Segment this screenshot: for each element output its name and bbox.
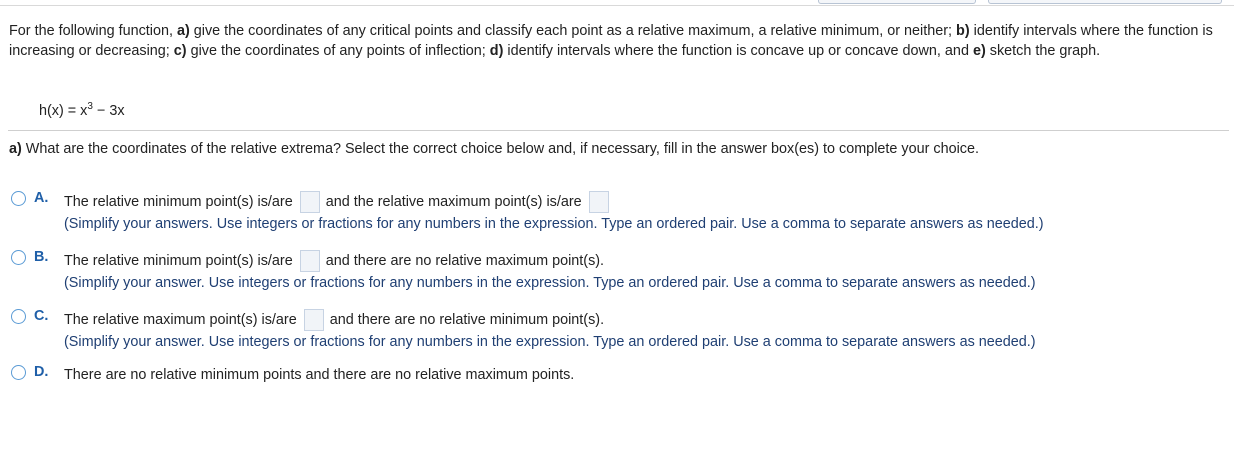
function-definition: $h(x) = x^3 - 3x$ [39, 101, 125, 119]
choice-letter-c: C. [34, 308, 49, 324]
choice-letter-b: B. [34, 249, 49, 265]
answer-box-relative-maximum[interactable] [589, 191, 609, 213]
radio-button-a[interactable] [11, 191, 26, 206]
choice-a-instructions: (Simplify your answers. Use integers or fractions for any numbers in the expression. Type an ordered pair. Use a comma to separate answers as needed.) [64, 216, 1044, 232]
choice-a-statement: The relative minimum point(s) is/are and the relative maximum point(s) is/are [64, 191, 615, 213]
answer-box-relative-maximum[interactable] [304, 309, 324, 331]
choice-c-instructions: (Simplify your answer. Use integers or fractions for any numbers in the expression. Type an ordered pair. Use a comma to separate answers as needed.) [64, 334, 1036, 350]
choice-c-statement: The relative maximum point(s) is/are and there are no relative minimum point(s). [64, 309, 604, 331]
answer-box-relative-minimum[interactable] [300, 250, 320, 272]
choice-letter-a: A. [34, 190, 49, 206]
top-tab-right[interactable] [988, 0, 1222, 4]
choice-d-statement: There are no relative minimum points and there are no relative maximum points. [64, 367, 575, 383]
choice-b-statement: The relative minimum point(s) is/are and there are no relative maximum point(s). [64, 250, 604, 272]
question-prompt: a) What are the coordinates of the relative extrema? Select the correct choice below and, if necessary, fill in the answer box(es) to complete your choice. [9, 141, 979, 157]
radio-button-b[interactable] [11, 250, 26, 265]
radio-button-c[interactable] [11, 309, 26, 324]
radio-button-d[interactable] [11, 365, 26, 380]
top-divider [0, 5, 1234, 6]
choice-b-instructions: (Simplify your answer. Use integers or fractions for any numbers in the expression. Type an ordered pair. Use a comma to separate answers as needed.) [64, 275, 1036, 291]
section-divider [8, 130, 1229, 131]
problem-statement: For the following function, a) give the coordinates of any critical points and classify each point as a relative maximum, a relative minimum, or neither; b) identify intervals where the function is increasing or decreasing; c) give the coordinates of any points of inflection; d) identify intervals where the function is concave up or concave down, and e) sketch the graph. [9, 23, 1213, 59]
choice-letter-d: D. [34, 364, 49, 380]
answer-box-relative-minimum[interactable] [300, 191, 320, 213]
top-tab-left[interactable] [818, 0, 976, 4]
